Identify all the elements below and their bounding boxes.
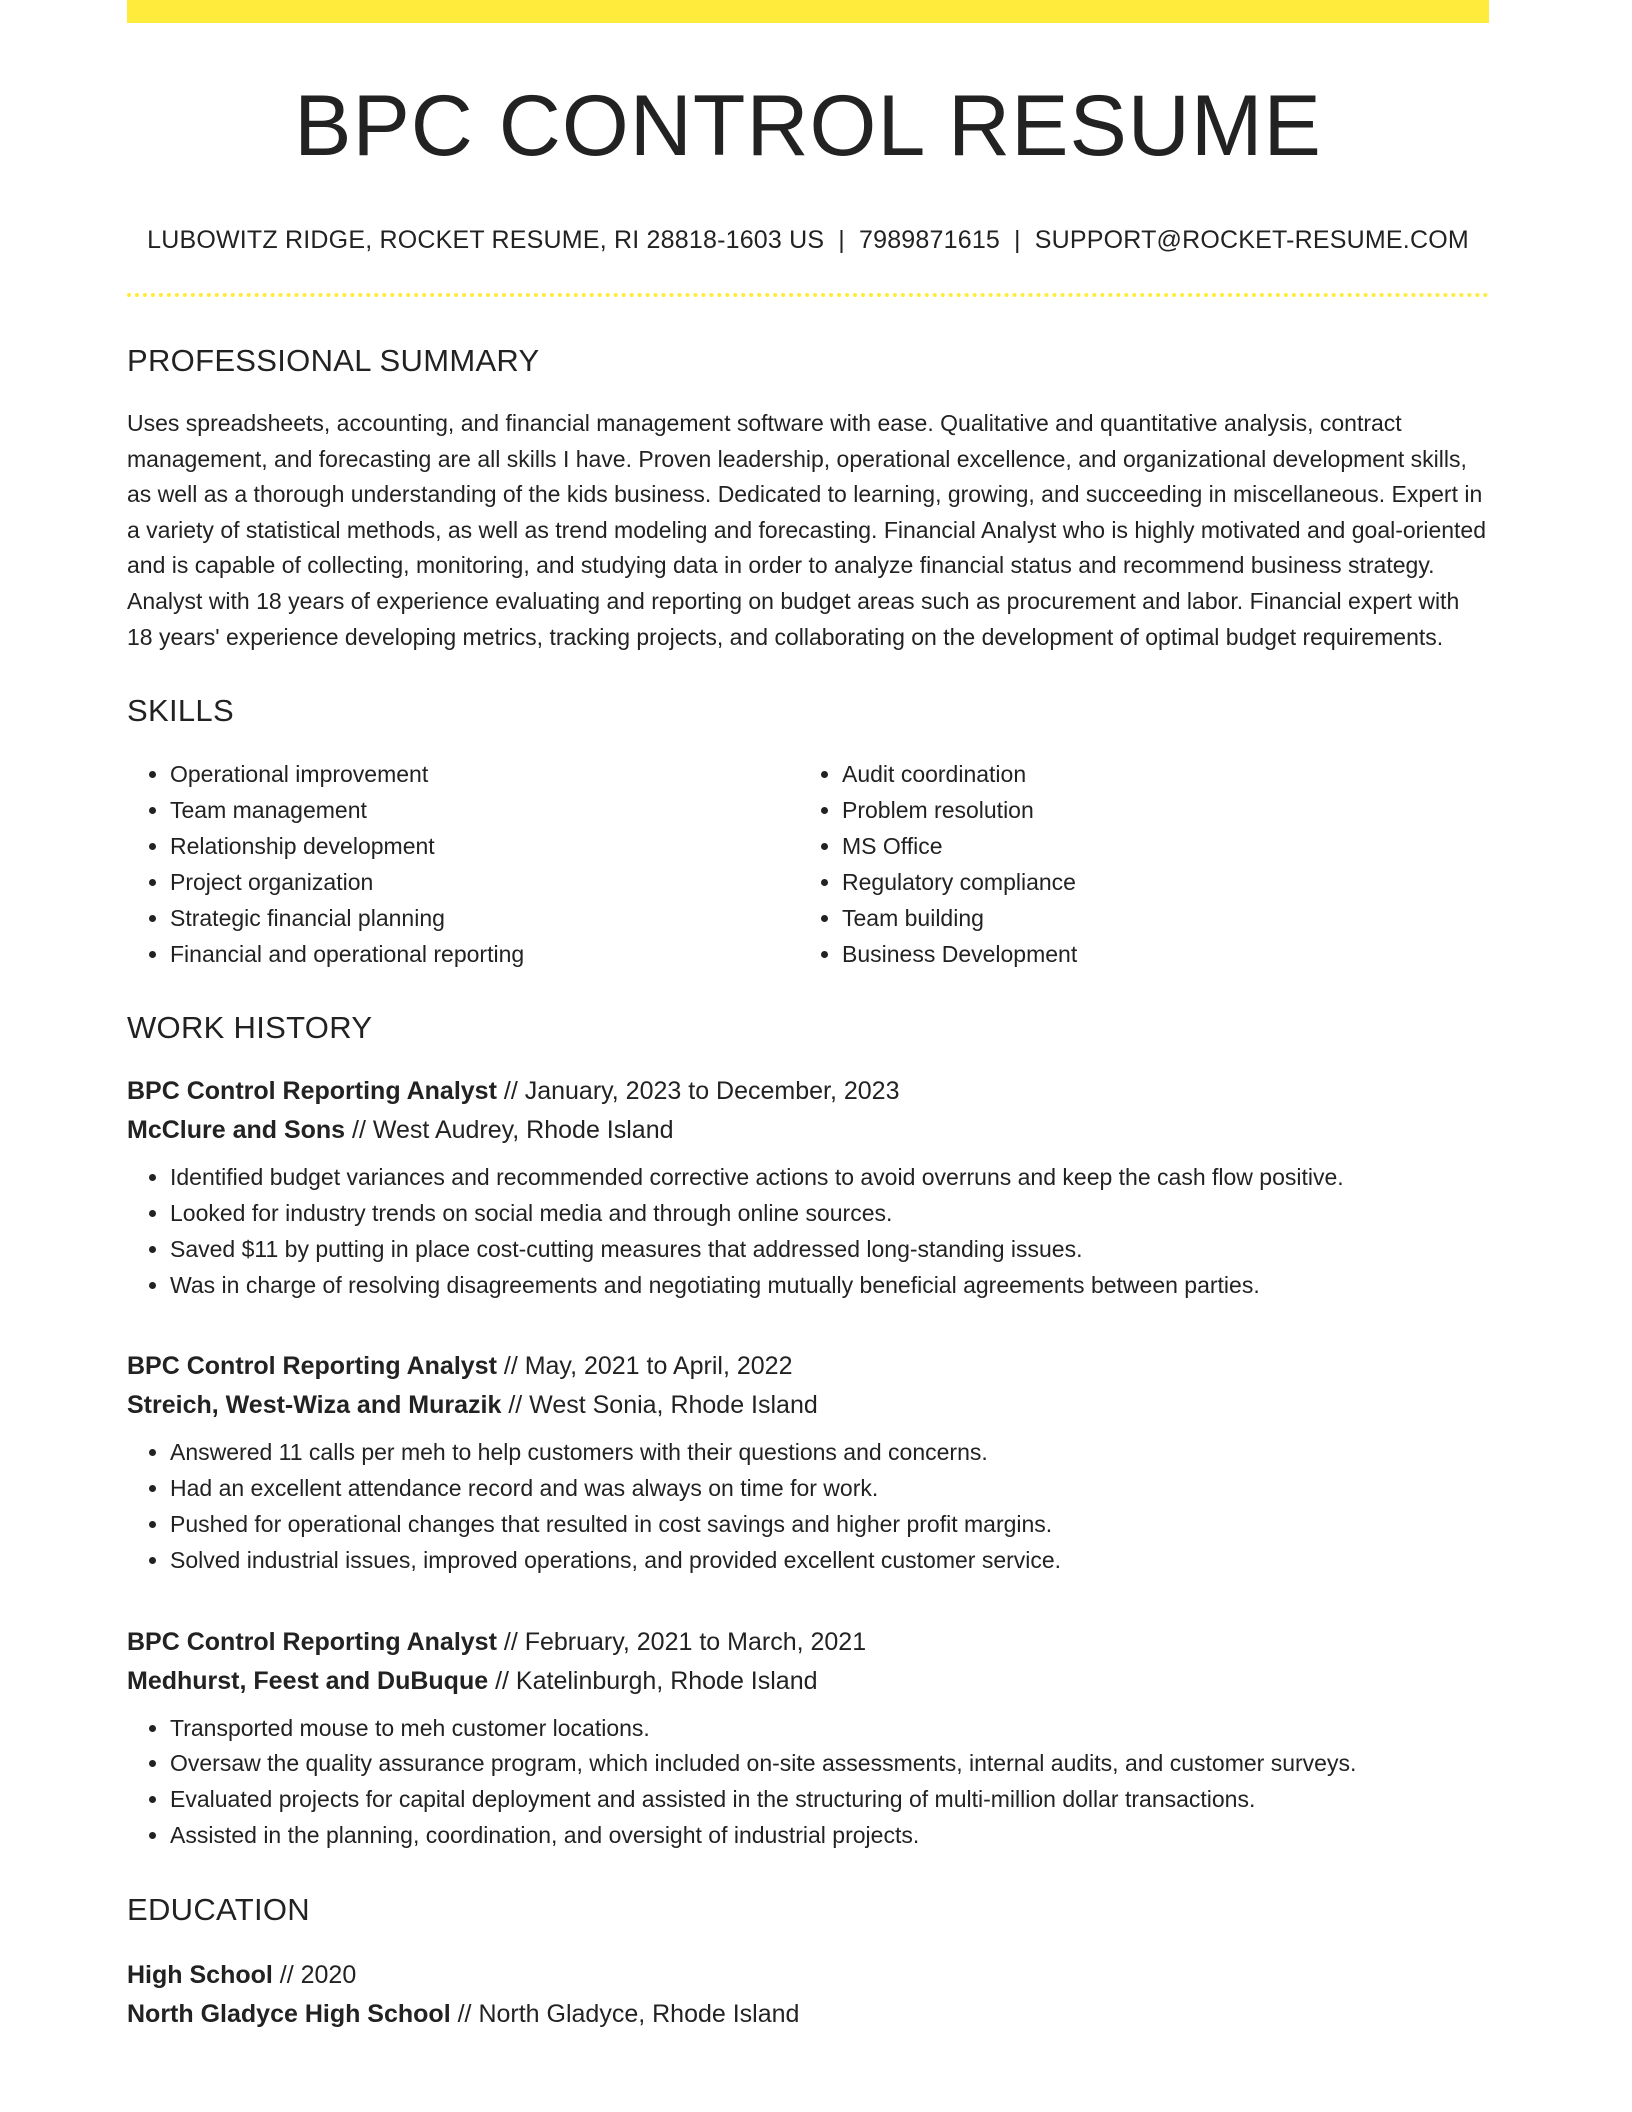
skills-list [127, 756, 1489, 972]
contact-address: LUBOWITZ RIDGE, ROCKET RESUME, RI 28818-1603 US [147, 226, 825, 254]
job-bullet: • Assisted in the planning, coordination, and oversight of industrial projects. [170, 1818, 1489, 1854]
degree: High School [127, 1960, 273, 1989]
job-bullet: • Looked for industry trends on social media and through online sources. [170, 1196, 1489, 1232]
school-line [127, 1995, 1489, 2034]
education-entry [127, 1956, 1489, 2034]
job-bullet: • Saved $11 by putting in place cost-cutting measures that addressed long-standing issues. [170, 1232, 1489, 1268]
dotted-divider [127, 293, 1489, 297]
job-bullets [127, 1711, 1489, 1854]
job-entry [127, 1072, 1489, 1303]
job-bullets [127, 1160, 1489, 1303]
skills-heading: SKILLS [127, 693, 234, 729]
job-bullet: • Oversaw the quality assurance program, which included on-site assessments, internal audits, and customer surveys. [170, 1746, 1489, 1782]
skill-item: • Team building [842, 900, 1471, 936]
skill-item: • Team management [170, 792, 799, 828]
job-dates: // May, 2021 to April, 2022 [496, 1352, 793, 1381]
job-dates: // January, 2023 to December, 2023 [496, 1077, 900, 1106]
skill-item: • Audit coordination [842, 756, 1471, 792]
skill-item: • Regulatory compliance [842, 864, 1471, 900]
job-bullet: • Identified budget variances and recommended corrective actions to avoid overruns and keep the cash flow positive. [170, 1160, 1489, 1196]
job-title: BPC Control Reporting Analyst [127, 1627, 497, 1656]
work-history-heading: WORK HISTORY [127, 1010, 373, 1046]
job-entry [127, 1347, 1489, 1578]
skill-item: • Business Development [842, 936, 1471, 972]
job-company: Medhurst, Feest and DuBuque [127, 1666, 489, 1695]
job-bullet: • Evaluated projects for capital deployment and assisted in the structuring of multi-million dollar transactions. [170, 1782, 1489, 1818]
job-entry [127, 1623, 1489, 1854]
resume-page [127, 0, 1489, 2034]
contact-phone: 7989871615 [859, 226, 1001, 254]
job-location: // West Audrey, Rhode Island [345, 1116, 674, 1145]
job-bullet: • Had an excellent attendance record and was always on time for work. [170, 1471, 1489, 1507]
job-bullet: • Solved industrial issues, improved operations, and provided excellent customer service. [170, 1543, 1489, 1579]
job-title-line [127, 1623, 1489, 1662]
job-company: McClure and Sons [127, 1116, 346, 1145]
job-title-line [127, 1072, 1489, 1111]
skill-item: • Project organization [170, 864, 799, 900]
job-bullet: • Transported mouse to meh customer locations. [170, 1711, 1489, 1747]
resume-title: BPC CONTROL RESUME [294, 78, 1322, 174]
job-location: // West Sonia, Rhode Island [501, 1391, 818, 1420]
top-accent-bar [127, 0, 1489, 23]
job-company: Streich, West-Wiza and Murazik [127, 1391, 502, 1420]
skill-item: • Strategic financial planning [170, 900, 799, 936]
job-bullet: • Answered 11 calls per meh to help customers with their questions and concerns. [170, 1435, 1489, 1471]
job-bullet: • Pushed for operational changes that resulted in cost savings and higher profit margins. [170, 1507, 1489, 1543]
job-dates: // February, 2021 to March, 2021 [496, 1627, 867, 1656]
skill-item: • Problem resolution [842, 792, 1471, 828]
job-company-line [127, 1386, 1489, 1425]
skill-item: • MS Office [842, 828, 1471, 864]
degree-line [127, 1956, 1489, 1995]
skill-item: • Relationship development [170, 828, 799, 864]
summary-text: Uses spreadsheets, accounting, and financial management software with ease. Qualitative and quantitative analysis, contract management, and forecasting are all skills I have. Proven leadership, operational excellence, and organizational development skills, as well as a thorough understanding of the kids business. Dedicated to learning, growing, and succeeding in miscellaneous. Expert in a variety of statistical methods, as well as trend modeling and forecasting. Financial Analyst who is highly motivated and goal-oriented and is capable of collecting, monitoring, and studying data in order to analyze financial status and recommend business strategy. Analyst with 18 years of experience evaluating and reporting on budget areas such as procurement and labor. Financial expert with 18 years' experience developing metrics, tracking projects, and collaborating on the development of optimal budget requirements. [127, 410, 1486, 650]
skills-column-right [799, 756, 1471, 972]
job-company-line [127, 1111, 1489, 1150]
job-title-line [127, 1347, 1489, 1386]
contact-separator: | [838, 226, 845, 254]
job-location: // Katelinburgh, Rhode Island [488, 1666, 818, 1695]
education-heading: EDUCATION [127, 1891, 310, 1927]
education-year: // 2020 [272, 1960, 357, 1989]
school-name: North Gladyce High School [127, 1999, 451, 2028]
job-title: BPC Control Reporting Analyst [127, 1077, 497, 1106]
school-location: // North Gladyce, Rhode Island [450, 1999, 800, 2028]
job-bullets [127, 1435, 1489, 1578]
contact-separator: | [1014, 226, 1021, 254]
job-bullet: • Was in charge of resolving disagreements and negotiating mutually beneficial agreements between parties. [170, 1268, 1489, 1304]
job-company-line [127, 1662, 1489, 1701]
job-title: BPC Control Reporting Analyst [127, 1352, 497, 1381]
skills-column-left [127, 756, 799, 972]
contact-line [127, 226, 1489, 255]
skill-item: • Financial and operational reporting [170, 936, 799, 972]
contact-email: SUPPORT@ROCKET-RESUME.COM [1034, 226, 1469, 254]
summary-heading: PROFESSIONAL SUMMARY [127, 343, 540, 378]
skill-item: • Operational improvement [170, 756, 799, 792]
